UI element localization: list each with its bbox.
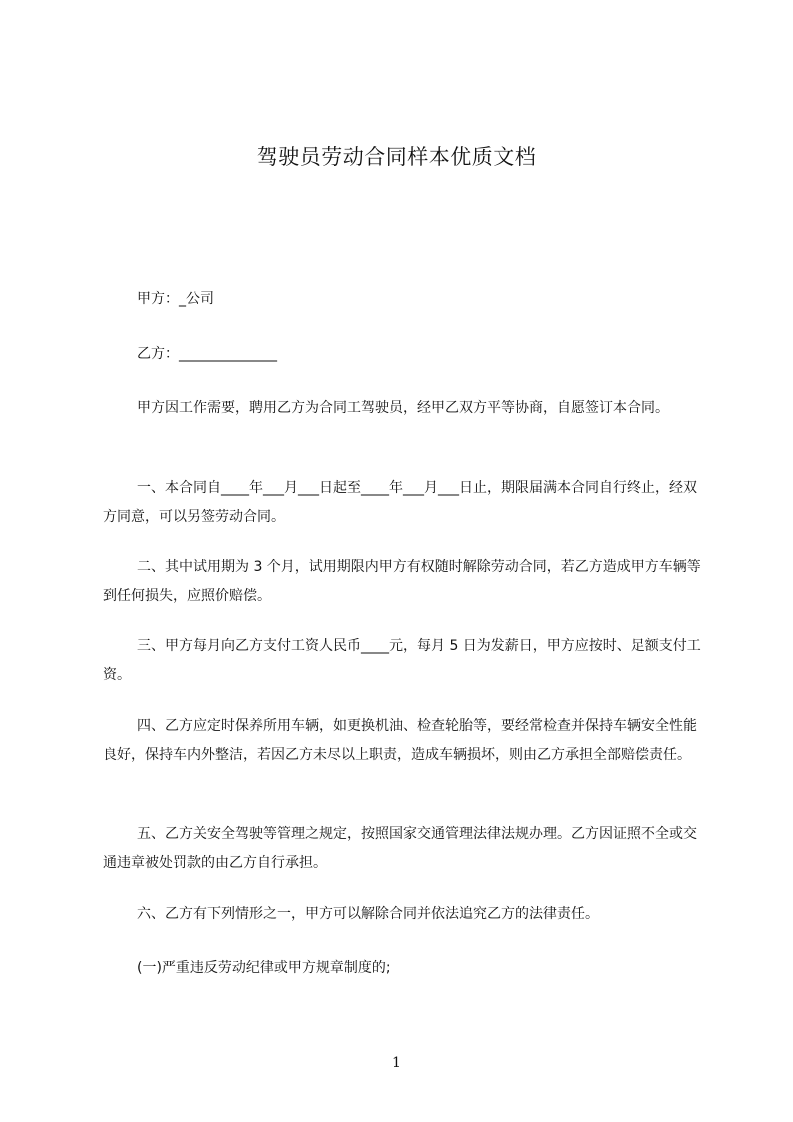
clause-2: 二、其中试用期为 3 个月，试用期限内甲方有权随时解除劳动合同，若乙方造成甲方车辆等到任何损失，应照价赔偿。 bbox=[103, 559, 701, 604]
clause-5: 五、乙方关安全驾驶等管理之规定，按照国家交通管理法律法规办理。乙方因证照不全或交通违章被处罚款的由乙方自行承担。 bbox=[103, 826, 697, 871]
clause-3: 三、甲方每月向乙方支付工资人民币____元，每月 5 日为发薪日，甲方应按时、足额支付工资。 bbox=[103, 638, 701, 683]
party-b-line: 乙方：______________ bbox=[137, 346, 277, 362]
intro-paragraph: 甲方因工作需要，聘用乙方为合同工驾驶员，经甲乙双方平等协商，自愿签订本合同。 bbox=[137, 400, 669, 416]
clause-4: 四、乙方应定时保养所用车辆，如更换机油、检查轮胎等，要经常检查并保持车辆安全性能良好，保持车内外整洁，若因乙方未尽以上职责，造成车辆损坏，则由乙方承担全部赔偿责任。 bbox=[103, 718, 697, 763]
page-title: 驾驶员劳动合同样本优质文档 bbox=[256, 145, 537, 169]
page-number: 1 bbox=[392, 1055, 401, 1071]
clause-6-item-1: (一)严重违反劳动纪律或甲方规章制度的; bbox=[137, 960, 391, 976]
clause-6: 六、乙方有下列情形之一，甲方可以解除合同并依法追究乙方的法律责任。 bbox=[137, 906, 599, 922]
clause-1: 一、本合同自____年___月___日起至____年___月___日止，期限届满本合同自行终止，经双方同意，可以另签劳动合同。 bbox=[103, 480, 697, 525]
party-a-line: 甲方：_公司 bbox=[137, 291, 214, 307]
